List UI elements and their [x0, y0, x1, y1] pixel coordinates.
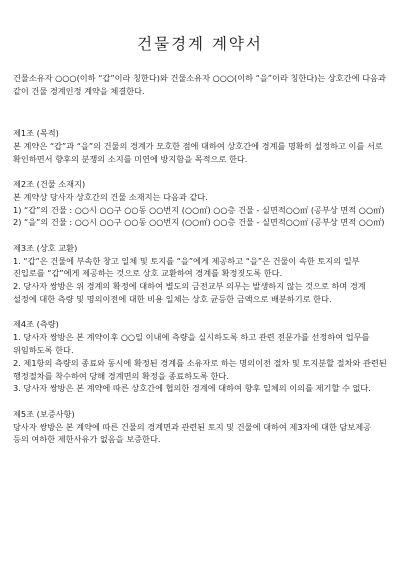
- section-paragraph: 2) “을”의 건물 : ○○시 ○○구 ○○동 ○○번지 (○○㎡) ○○층 건물 - 실면적○○㎡ (공부상 면적 ○○㎡): [13, 217, 385, 228]
- section-title: 제1조 (목적): [13, 128, 59, 138]
- section-paragraph: 1. 당사자 쌍방은 본 계약이후 ○○일 이내에 측량을 실시하도록 하고 관련 전문가를 선정하여 업무를 위임하도록 한다.: [13, 332, 370, 355]
- document-title: 건물경계 계약서: [137, 35, 263, 54]
- intro-paragraph: 건물소유자 ○○○(이하 “갑”이라 칭한다)와 건물소유자 ○○○(이하 “을”이라 칭한다)는 상호간에 다음과 같이 건물 경계인정 계약을 체결한다.: [13, 73, 386, 96]
- section-paragraph: 당사자 쌍방은 본 계약에 따른 건물의 경계면과 관련된 토지 및 건물에 대하여 제3자에 대한 담보제공 등의 여하한 제한사유가 없음을 보증한다.: [13, 421, 372, 445]
- section-title: 제5조 (보증사항): [13, 408, 75, 419]
- section-paragraph: 본 계약상 당사자 상호간의 건물 소재지는 다음과 같다.: [13, 191, 208, 202]
- section-paragraph: 2. 제1항의 측량의 종료와 동시에 확정된 경계를 소유자로 하는 명의이전 절차 및 토지분할 절차와 관련된 행정절차를 착수하여 당해 경계면의 확정을 종료하도록 한다.: [13, 357, 387, 381]
- sections-container: [13, 127, 387, 459]
- section-paragraph: 1. “갑”은 건물에 부속한 창고 일체 및 토지를 “을”에게 제공하고 “을”은 건물이 속한 토지의 일부 진입로를 “갑”에게 제공하는 것으로 상호 교환하여 경계를 확정짓도록 한다.: [13, 255, 360, 279]
- section-title: 제4조 (측량): [13, 319, 59, 330]
- section-paragraph: 1) “갑”의 건물 : ○○시 ○○구 ○○동 ○○번지 (○○㎡) ○○층 건물 - 실면적○○㎡ (공부상 면적 ○○㎡): [13, 204, 385, 215]
- section-article-1: [13, 127, 387, 165]
- section-article-4: [13, 318, 387, 395]
- section-paragraph: 본 계약은 “갑”과 “을”의 건물의 경계가 모호한 점에 대하여 상호간에 경계를 명확히 설정하고 이를 서로 확인하면서 향후의 분쟁의 소지를 미연에 방지함을 목적으로 한다.: [13, 140, 383, 164]
- section-title: 제3조 (상호 교환): [13, 242, 78, 253]
- intro-block: [13, 72, 387, 98]
- section-article-5: [13, 408, 387, 446]
- section-article-2: [13, 178, 387, 229]
- section-article-3: [13, 242, 387, 306]
- section-paragraph: 3. 당사자 쌍방은 본 계약에 따른 상호간에 협의한 경계에 대하여 향후 일체의 이의를 제기할 수 없다.: [13, 383, 371, 394]
- section-title: 제2조 (건물 소재지): [13, 178, 86, 189]
- section-paragraph: 2. 당사자 쌍방은 위 경계의 확정에 대하여 별도의 금전교부 의무는 발생하지 않는 것으로 하며 경계 설정에 대한 측량 및 명의이전에 대한 비용 일체는 상호 균등한 금액으로 배분하기로 한다.: [13, 281, 366, 304]
